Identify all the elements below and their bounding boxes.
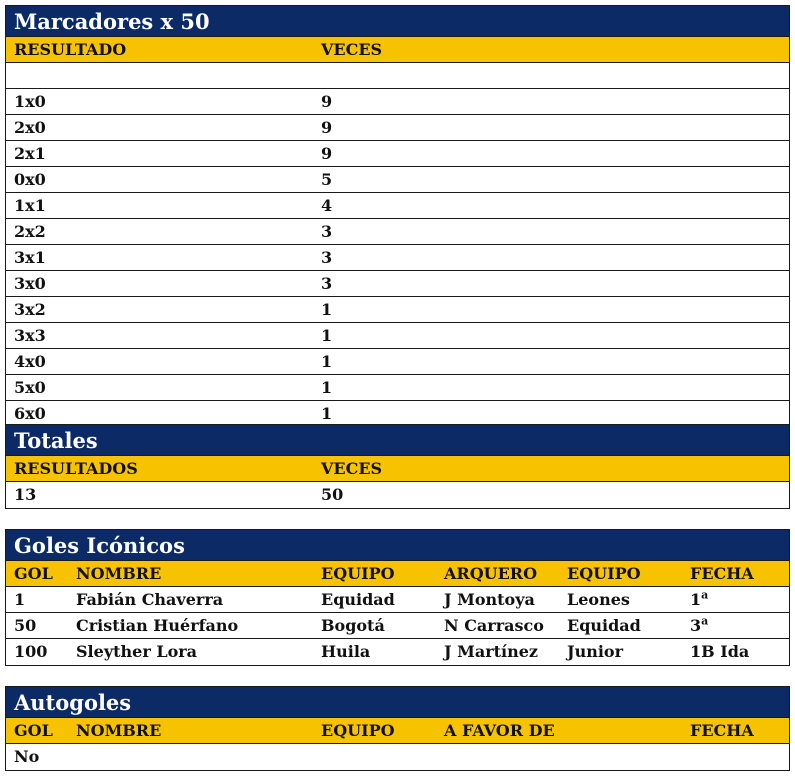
goles-iconicos-title: Goles Icónicos bbox=[6, 530, 789, 561]
cell-gol: 50 bbox=[14, 616, 37, 635]
cell-veces: 3 bbox=[321, 274, 333, 293]
header-fecha: FECHA bbox=[690, 564, 754, 583]
header-equipo: EQUIPO bbox=[321, 721, 395, 740]
cell-veces: 1 bbox=[321, 352, 333, 371]
header-arquero: ARQUERO bbox=[444, 564, 538, 583]
cell-veces: 4 bbox=[321, 196, 333, 215]
cell-gol: 100 bbox=[14, 642, 48, 661]
header-resultado: RESULTADO bbox=[14, 40, 127, 59]
cell-equipo-rival: Leones bbox=[567, 590, 630, 609]
table-row bbox=[6, 482, 789, 508]
cell-veces: 1 bbox=[321, 378, 333, 397]
table-row bbox=[6, 271, 789, 297]
fecha-number: 1B Ida bbox=[690, 642, 750, 661]
cell-resultado: 3x3 bbox=[14, 326, 46, 345]
autogoles-table bbox=[5, 686, 790, 771]
header-veces: VECES bbox=[321, 459, 383, 478]
cell-fecha bbox=[690, 587, 708, 613]
table-row bbox=[6, 219, 789, 245]
cell-fecha bbox=[690, 639, 749, 665]
header-equipo-rival: EQUIPO bbox=[567, 564, 641, 583]
cell-veces: 1 bbox=[321, 300, 333, 319]
cell-nombre: Sleyther Lora bbox=[76, 642, 198, 661]
cell-resultado: 1x1 bbox=[14, 196, 46, 215]
cell-veces: 9 bbox=[321, 118, 333, 137]
cell-nombre: Cristian Huérfano bbox=[76, 616, 239, 635]
cell-resultado: 6x0 bbox=[14, 404, 46, 423]
cell-gol: 1 bbox=[14, 590, 26, 609]
table-row bbox=[6, 297, 789, 323]
goles-iconicos-header bbox=[6, 561, 789, 587]
table-row bbox=[6, 245, 789, 271]
cell-resultado: 2x2 bbox=[14, 222, 46, 241]
totales-title: Totales bbox=[6, 425, 789, 456]
goles-iconicos-table bbox=[5, 529, 790, 666]
cell-veces: 1 bbox=[321, 326, 333, 345]
cell-veces: 3 bbox=[321, 222, 333, 241]
cell-equipo-rival: Junior bbox=[567, 642, 624, 661]
cell-veces: 9 bbox=[321, 92, 333, 111]
marcadores-title: Marcadores x 50 bbox=[6, 6, 789, 37]
table-row bbox=[6, 349, 789, 375]
header-fecha: FECHA bbox=[690, 721, 754, 740]
cell-equipo-rival: Equidad bbox=[567, 616, 641, 635]
cell-resultado: 3x0 bbox=[14, 274, 46, 293]
table-row bbox=[6, 639, 789, 665]
cell-veces: 9 bbox=[321, 144, 333, 163]
table-row bbox=[6, 167, 789, 193]
totales-table bbox=[5, 424, 790, 509]
fecha-ordinal: a bbox=[701, 588, 709, 602]
cell-resultado: 4x0 bbox=[14, 352, 46, 371]
table-row bbox=[6, 89, 789, 115]
cell-arquero: N Carrasco bbox=[444, 616, 544, 635]
table-row bbox=[6, 141, 789, 167]
totales-header bbox=[6, 456, 789, 482]
table-row bbox=[6, 613, 789, 639]
header-gol: GOL bbox=[14, 721, 53, 740]
cell-equipo: Huila bbox=[321, 642, 371, 661]
header-equipo: EQUIPO bbox=[321, 564, 395, 583]
fecha-ordinal: a bbox=[701, 614, 709, 628]
cell-veces: 1 bbox=[321, 404, 333, 423]
cell-resultado: 3x2 bbox=[14, 300, 46, 319]
cell-equipo: Bogotá bbox=[321, 616, 385, 635]
blank-row bbox=[6, 63, 789, 89]
cell-veces: 50 bbox=[321, 485, 344, 504]
table-row bbox=[6, 375, 789, 401]
header-veces: VECES bbox=[321, 40, 383, 59]
cell-resultado: 2x0 bbox=[14, 118, 46, 137]
marcadores-table bbox=[5, 5, 790, 428]
cell-resultados: 13 bbox=[14, 485, 37, 504]
table-row bbox=[6, 744, 789, 770]
header-gol: GOL bbox=[14, 564, 53, 583]
cell-resultado: 5x0 bbox=[14, 378, 46, 397]
header-resultados: RESULTADOS bbox=[14, 459, 138, 478]
header-nombre: NOMBRE bbox=[76, 564, 162, 583]
autogoles-title: Autogoles bbox=[6, 687, 789, 718]
fecha-number: 1 bbox=[690, 590, 702, 609]
header-nombre: NOMBRE bbox=[76, 721, 162, 740]
table-row bbox=[6, 115, 789, 141]
table-row bbox=[6, 193, 789, 219]
autogoles-header bbox=[6, 718, 789, 744]
cell-veces: 5 bbox=[321, 170, 333, 189]
marcadores-header bbox=[6, 37, 789, 63]
cell-nombre: Fabián Chaverra bbox=[76, 590, 224, 609]
cell-resultado: 1x0 bbox=[14, 92, 46, 111]
cell-value: No bbox=[14, 747, 40, 766]
table-row bbox=[6, 323, 789, 349]
cell-arquero: J Montoya bbox=[444, 590, 535, 609]
cell-resultado: 3x1 bbox=[14, 248, 46, 267]
cell-resultado: 2x1 bbox=[14, 144, 46, 163]
fecha-number: 3 bbox=[690, 616, 702, 635]
cell-veces: 3 bbox=[321, 248, 333, 267]
cell-fecha bbox=[690, 613, 708, 639]
header-a-favor-de: A FAVOR DE bbox=[444, 721, 555, 740]
cell-resultado: 0x0 bbox=[14, 170, 46, 189]
cell-arquero: J Martínez bbox=[444, 642, 539, 661]
cell-equipo: Equidad bbox=[321, 590, 395, 609]
table-row bbox=[6, 587, 789, 613]
